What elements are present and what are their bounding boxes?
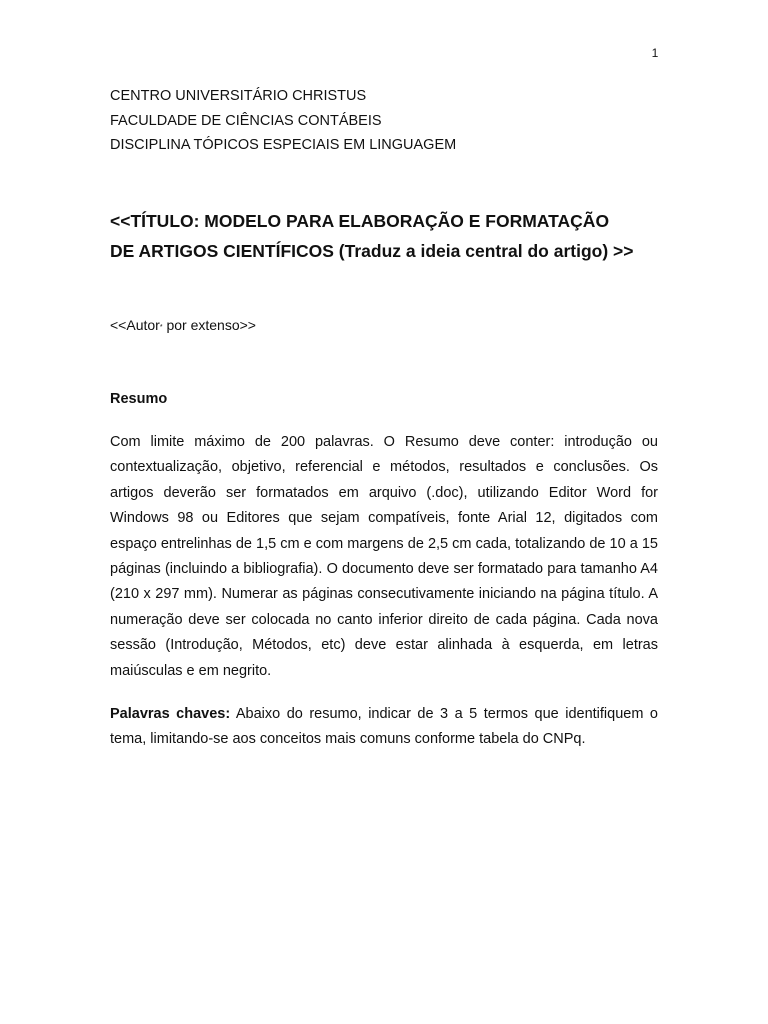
- university-name: CENTRO UNIVERSITÁRIO CHRISTUS: [110, 88, 367, 104]
- author-prefix: <<Autor: [110, 317, 160, 333]
- abstract-heading: Resumo: [110, 391, 168, 407]
- keywords-label: Palavras chaves:: [110, 706, 231, 722]
- course-name: DISCIPLINA TÓPICOS ESPECIAIS EM LINGUAGEM: [110, 137, 457, 153]
- page-number: 1: [651, 46, 659, 60]
- keywords-text: Abaixo do resumo, indicar de 3 a 5 termos que identifiquem o tema, limitando-se aos conceitos mais comuns conforme tabela do CNPq.: [110, 706, 658, 748]
- abstract-text: Com limite máximo de 200 palavras. O Resumo deve conter: introdução ou contextualização, objetivo, referencial e métodos, resultados e conclusões. Os artigos deverão ser formatados em arquivo (.doc), utilizando Editor Word for Windows 98 ou Editores que sejam compatíveis, fonte Arial 12, digitados com espaço entrelinhas de 1,5 cm e com margens de 2,5 cm cada, totalizando de 10 a 15 páginas (incluindo a bibliografia). O documento deve ser formatado para tamanho A4 (210 x 297 mm). Numerar as páginas consecutivamente iniciando na página título. A numeração deve ser colocada no canto inferior direito de cada página. Cada nova sessão (Introdução, Métodos, etc) deve estar alinhada à esquerda, em letras maiúsculas e em negrito.: [110, 434, 658, 679]
- author-suffix: por extenso>>: [162, 317, 256, 333]
- author-line: [110, 315, 256, 338]
- article-title-line-1: <<TÍTULO: MODELO PARA ELABORAÇÃO E FORMATAÇÃO: [110, 211, 610, 231]
- article-title-line-2: DE ARTIGOS CIENTÍFICOS (Traduz a ideia central do artigo) >>: [110, 241, 634, 261]
- footnote-marker: *: [159, 324, 163, 331]
- keywords-paragraph: [110, 702, 658, 753]
- article-title: [110, 206, 670, 266]
- faculty-name: FACULDADE DE CIÊNCIAS CONTÁBEIS: [110, 112, 382, 129]
- institution-header: [110, 84, 670, 158]
